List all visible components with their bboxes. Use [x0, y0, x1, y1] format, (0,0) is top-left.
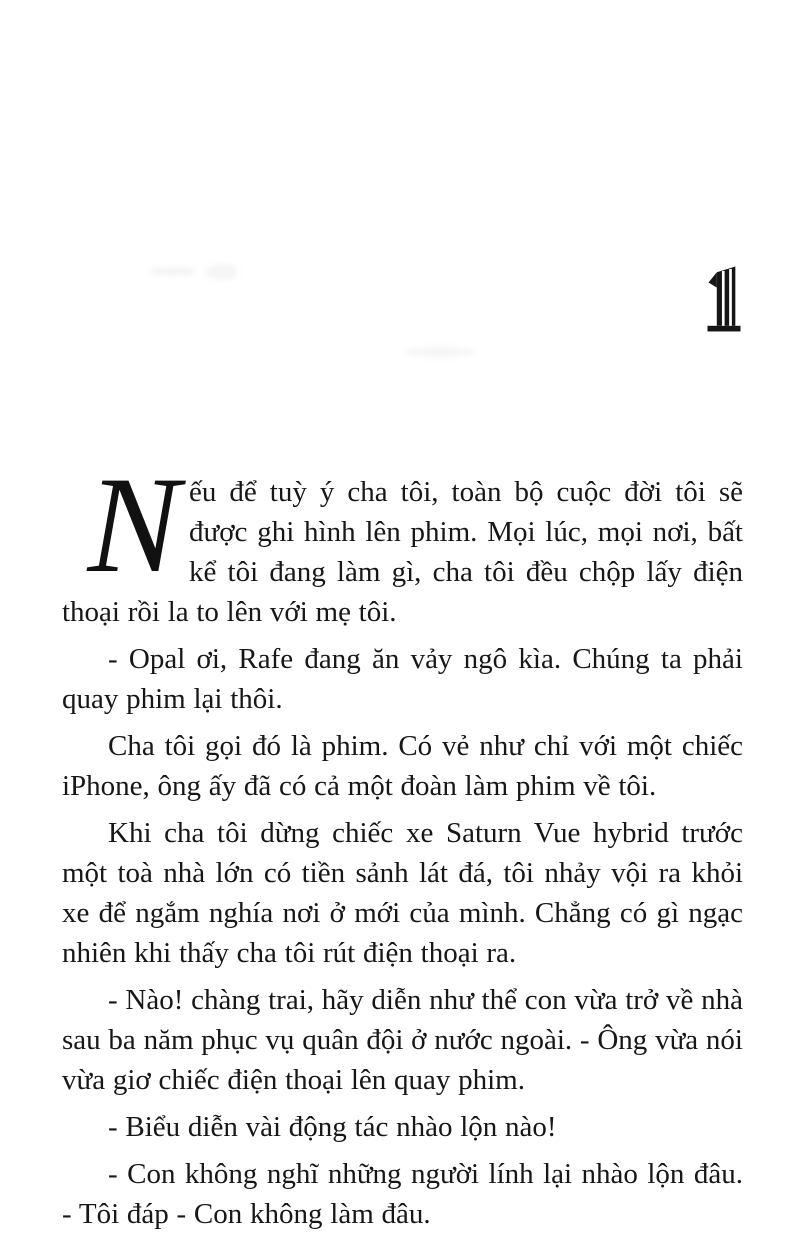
paragraph	[62, 448, 743, 632]
paragraph: Khi cha tôi dừng chiếc xe Saturn Vue hybrid trước một toà nhà lớn có tiền sảnh lát đá, tôi nhảy vội ra khỏi xe để ngắm nghía nơi ở mới của mình. Chẳng có gì ngạc nhiên khi thấy cha tôi rút điện thoại ra.	[62, 817, 743, 969]
paragraph: - Con không nghĩ những người lính lại nhào lộn đâu. - Tôi đáp - Con không làm đâu.	[62, 1158, 743, 1230]
paragraph-text: ếu để tuỳ ý cha tôi, toàn bộ cuộc đời tôi sẽ được ghi hình lên phim. Mọi lúc, mọi nơi, bất kể tôi đang làm gì, cha tôi đều chộp lấy điện thoại rồi la to lên với mẹ tôi.	[62, 476, 743, 628]
paragraph: - Biểu diễn vài động tác nhào lộn nào!	[108, 1111, 557, 1143]
paragraph: - Nào! chàng trai, hãy diễn như thể con vừa trở về nhà sau ba năm phục vụ quân đội ở nước ngoài. - Ông vừa nói vừa giơ chiếc điện thoại lên quay phim.	[62, 984, 743, 1096]
paragraph: Cha tôi gọi đó là phim. Có vẻ như chỉ với một chiếc iPhone, ông ấy đã có cả một đoàn làm phim về tôi.	[62, 730, 743, 802]
chapter-number-numeral	[704, 265, 744, 333]
drop-cap: N	[87, 448, 180, 601]
scan-smudge	[150, 268, 196, 275]
scan-smudge	[205, 264, 239, 280]
chapter-body	[62, 448, 743, 1235]
paragraph: - Opal ơi, Rafe đang ăn vảy ngô kìa. Chúng ta phải quay phim lại thôi.	[62, 643, 743, 715]
scan-smudge	[405, 346, 475, 358]
